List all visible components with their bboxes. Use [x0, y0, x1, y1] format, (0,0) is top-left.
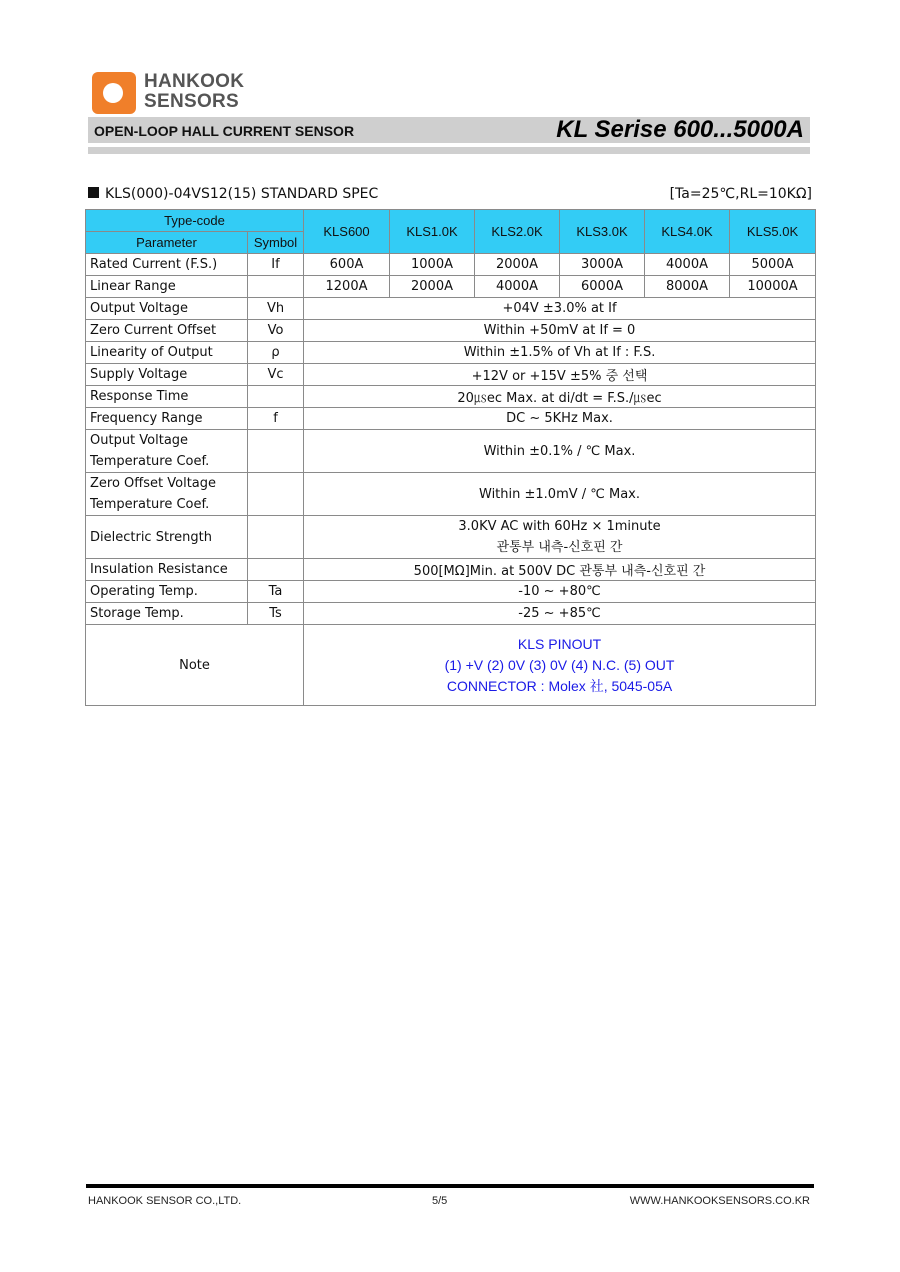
parameter-cell: Linear Range: [86, 276, 248, 298]
value-cell: 500[MΩ]Min. at 500V DC 관통부 내측-신호핀 간: [304, 559, 816, 581]
symbol-cell: ρ: [248, 342, 304, 364]
model-header: KLS600: [304, 210, 390, 254]
table-header-row: [86, 210, 816, 232]
model-header: KLS1.0K: [390, 210, 475, 254]
value-cell: Within ±1.5% of Vh at If : F.S.: [304, 342, 816, 364]
value-cell: 1000A: [390, 254, 475, 276]
value-cell: 4000A: [645, 254, 730, 276]
table-row: [86, 430, 816, 473]
note-line-3: CONNECTOR : Molex 社, 5045-05A: [446, 677, 673, 694]
value-cell: 8000A: [645, 276, 730, 298]
value-cell: +12V or +15V ±5% 중 선택: [304, 364, 816, 386]
parameter-cell: Frequency Range: [86, 408, 248, 430]
document-category: OPEN-LOOP HALL CURRENT SENSOR: [94, 123, 355, 139]
note-row: [86, 625, 816, 706]
symbol-cell: Ta: [248, 581, 304, 603]
table-row: [86, 603, 816, 625]
symbol-cell: Vc: [248, 364, 304, 386]
parameter-cell: Zero Current Offset: [86, 320, 248, 342]
footer-website: WWW.HANKOOKSENSORS.CO.KR: [629, 1195, 810, 1207]
table-row: [86, 276, 816, 298]
value-cell: 2000A: [390, 276, 475, 298]
value-cell: Within ±0.1% / ℃ Max.: [304, 430, 816, 473]
model-header: KLS4.0K: [645, 210, 730, 254]
symbol-cell: f: [248, 408, 304, 430]
value-cell: 4000A: [475, 276, 560, 298]
parameter-cell: [86, 473, 248, 516]
symbol-cell: Vo: [248, 320, 304, 342]
logo-line-2: SENSORS: [144, 91, 240, 112]
model-header: KLS5.0K: [730, 210, 816, 254]
symbol-cell: [248, 559, 304, 581]
parameter-cell: Output Voltage: [86, 298, 248, 320]
parameter-cell: Operating Temp.: [86, 581, 248, 603]
note-line-2: (1) +V (2) 0V (3) 0V (4) N.C. (5) OUT: [444, 656, 675, 673]
table-row: [86, 559, 816, 581]
footer-company: HANKOOK SENSOR CO.,LTD.: [88, 1195, 242, 1207]
note-content: [304, 625, 816, 706]
value-cell: Within ±1.0mV / ℃ Max.: [304, 473, 816, 516]
company-logo: [92, 72, 252, 114]
logo-line-1: HANKOOK: [144, 71, 245, 92]
symbol-cell: [248, 276, 304, 298]
header-rule: [88, 147, 810, 154]
symbol-header: Symbol: [248, 232, 304, 254]
table-row: [86, 473, 816, 516]
parameter-cell: Storage Temp.: [86, 603, 248, 625]
symbol-cell: [248, 516, 304, 559]
value-cell: 2000A: [475, 254, 560, 276]
document-title: KL Serise 600...5000A: [556, 116, 804, 143]
symbol-cell: If: [248, 254, 304, 276]
table-row: [86, 364, 816, 386]
parameter-cell: [86, 430, 248, 473]
parameter-cell: Linearity of Output: [86, 342, 248, 364]
note-line-1: KLS PINOUT: [517, 635, 602, 652]
square-bullet-icon: [88, 187, 99, 198]
value-line-1: 3.0KV AC with 60Hz × 1minute: [458, 519, 661, 534]
symbol-cell: [248, 473, 304, 516]
value-cell: 10000A: [730, 276, 816, 298]
symbol-cell: Vh: [248, 298, 304, 320]
logo-text: [144, 72, 244, 112]
spec-title-text: KLS(000)-04VS12(15) STANDARD SPEC: [105, 186, 379, 202]
value-cell: -10 ~ +80℃: [304, 581, 816, 603]
type-code-header: Type-code: [86, 210, 304, 232]
value-cell: 3000A: [560, 254, 645, 276]
footer-rule: [86, 1184, 814, 1188]
table-row: [86, 581, 816, 603]
symbol-cell: Ts: [248, 603, 304, 625]
value-cell: 6000A: [560, 276, 645, 298]
parameter-line-2: Temperature Coef.: [90, 454, 210, 469]
parameter-header: Parameter: [86, 232, 248, 254]
symbol-cell: [248, 430, 304, 473]
table-row: [86, 408, 816, 430]
footer-page-number: 5/5: [432, 1195, 448, 1207]
table-row: [86, 386, 816, 408]
value-cell: 600A: [304, 254, 390, 276]
parameter-line-1: Output Voltage: [90, 433, 189, 448]
spec-title: [88, 186, 378, 202]
note-label: Note: [86, 625, 304, 706]
table-row: [86, 320, 816, 342]
value-cell: -25 ~ +85℃: [304, 603, 816, 625]
table-row: [86, 254, 816, 276]
symbol-cell: [248, 386, 304, 408]
value-cell: Within +50mV at If = 0: [304, 320, 816, 342]
parameter-cell: Dielectric Strength: [86, 516, 248, 559]
value-cell: 1200A: [304, 276, 390, 298]
model-header: KLS3.0K: [560, 210, 645, 254]
value-cell: 20㎲ec Max. at di/dt = F.S./㎲ec: [304, 386, 816, 408]
value-cell: [304, 516, 816, 559]
table-row: [86, 516, 816, 559]
parameter-line-2: Temperature Coef.: [90, 497, 210, 512]
parameter-line-1: Zero Offset Voltage: [90, 476, 217, 491]
parameter-cell: Insulation Resistance: [86, 559, 248, 581]
spec-table: [85, 209, 816, 706]
parameter-cell: Response Time: [86, 386, 248, 408]
value-line-2: 관통부 내측-신호핀 간: [496, 540, 623, 555]
value-cell: 5000A: [730, 254, 816, 276]
header-bar: [88, 117, 810, 143]
table-row: [86, 298, 816, 320]
value-cell: +04V ±3.0% at If: [304, 298, 816, 320]
spec-condition: [Ta=25℃,RL=10KΩ]: [669, 186, 812, 202]
value-cell: DC ~ 5KHz Max.: [304, 408, 816, 430]
parameter-cell: Rated Current (F.S.): [86, 254, 248, 276]
model-header: KLS2.0K: [475, 210, 560, 254]
table-row: [86, 342, 816, 364]
parameter-cell: Supply Voltage: [86, 364, 248, 386]
logo-mark-icon: [92, 72, 136, 114]
